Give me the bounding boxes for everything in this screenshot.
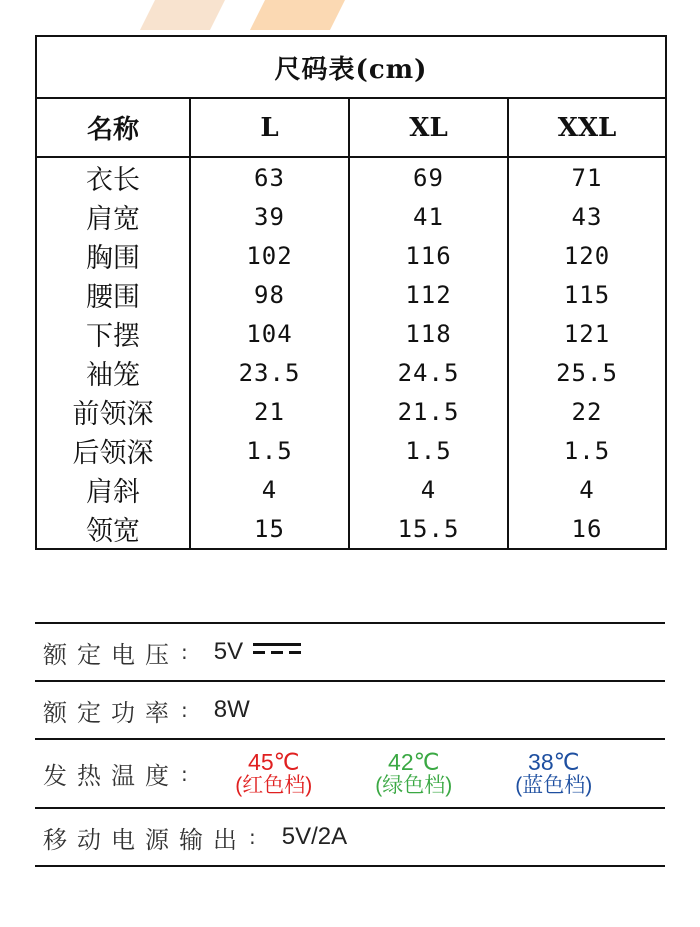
row-value-xxl: 1.5 [508,431,666,470]
row-value-xl: 116 [349,236,508,275]
row-value-xxl: 120 [508,236,666,275]
row-value-xl: 15.5 [349,509,508,549]
row-value-xl: 24.5 [349,353,508,392]
table-row [36,353,666,392]
row-value-xl: 118 [349,314,508,353]
spec-colon: : [181,761,188,786]
table-row [36,236,666,275]
table-row [36,392,666,431]
spec-power-bank-output [35,807,665,867]
size-chart-title: 尺码表(cm) [36,36,666,98]
header-size-xxl: XXL [508,98,666,157]
row-value-xl: 1.5 [349,431,508,470]
row-value-xxl: 43 [508,197,666,236]
row-value-xl: 112 [349,275,508,314]
spec-colon: : [181,640,188,664]
row-value-l: 4 [190,470,349,509]
temp-level-label: (绿色档) [375,773,453,797]
header-size-l: L [190,98,349,157]
row-part-name: 后领深 [36,431,190,470]
table-row [36,275,666,314]
row-part-name: 胸围 [36,236,190,275]
row-value-xxl: 16 [508,509,666,549]
specs-section [35,622,665,867]
spec-label: 移动电源输出 [43,825,247,854]
row-value-xxl: 25.5 [508,353,666,392]
row-value-xxl: 22 [508,392,666,431]
row-value-l: 21 [190,392,349,431]
temp-levels [204,750,624,796]
spec-colon: : [249,825,256,849]
row-value-xl: 21.5 [349,392,508,431]
row-value-l: 63 [190,157,349,197]
spec-rated-power [35,680,665,738]
table-row [36,314,666,353]
temp-level-label: (蓝色档) [515,773,593,797]
temp-value: 38℃ [528,749,580,776]
row-part-name: 袖笼 [36,353,190,392]
temp-level-label: (红色档) [235,773,313,797]
row-value-xl: 41 [349,197,508,236]
table-row [36,470,666,509]
row-part-name: 下摆 [36,314,190,353]
size-chart-table [35,35,667,550]
row-value-l: 98 [190,275,349,314]
row-value-xl: 4 [349,470,508,509]
spec-value: 5V [213,638,244,665]
spec-colon: : [181,698,188,722]
row-part-name: 衣长 [36,157,190,197]
temp-level-red [204,750,344,796]
spec-heating-temp [35,738,665,807]
temp-value: 45℃ [248,749,300,776]
row-value-l: 102 [190,236,349,275]
row-part-name: 肩宽 [36,197,190,236]
table-row [36,431,666,470]
spec-label: 发热温度 [43,762,179,790]
spec-label: 额定功率 [43,698,179,727]
temp-value: 42℃ [388,749,440,776]
dc-symbol-icon [253,643,301,661]
row-value-l: 23.5 [190,353,349,392]
row-part-name: 领宽 [36,509,190,549]
row-value-l: 39 [190,197,349,236]
row-value-xl: 69 [349,157,508,197]
decorative-shape [130,0,360,30]
spec-label: 额定电压 [43,640,179,669]
header-size-xl: XL [349,98,508,157]
header-name: 名称 [36,98,190,157]
spec-value: 5V/2A [281,823,348,850]
temp-level-blue [484,750,624,796]
spec-value: 8W [213,696,250,723]
spec-rated-voltage [35,622,665,680]
row-value-xxl: 115 [508,275,666,314]
row-part-name: 腰围 [36,275,190,314]
table-row [36,197,666,236]
row-value-l: 1.5 [190,431,349,470]
row-value-l: 104 [190,314,349,353]
table-row [36,509,666,549]
row-part-name: 前领深 [36,392,190,431]
row-value-xxl: 71 [508,157,666,197]
temp-level-green [344,750,484,796]
row-part-name: 肩斜 [36,470,190,509]
row-value-l: 15 [190,509,349,549]
table-row [36,157,666,197]
row-value-xxl: 4 [508,470,666,509]
row-value-xxl: 121 [508,314,666,353]
